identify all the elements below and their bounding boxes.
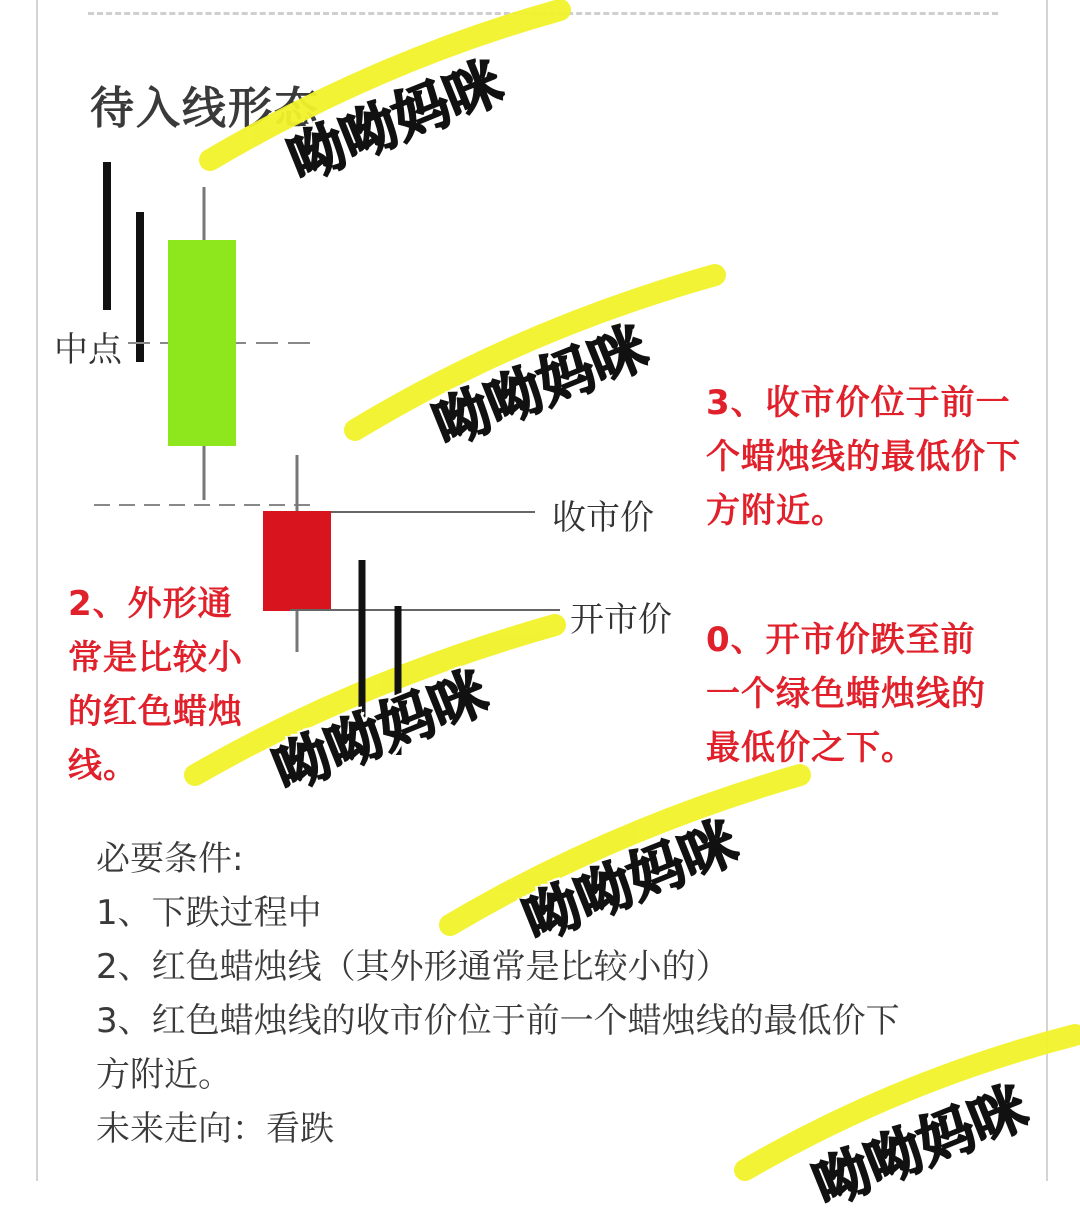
condition-item: 2、红色蜡烛线（其外形通常是比较小的） [96,947,730,987]
condition-item: 3、红色蜡烛线的收市价位于前一个蜡烛线的最低价下 [96,1001,900,1041]
open-price-note: 0、开市价跌至前 一个绿色蜡烛线的 最低价之下。 [706,620,986,768]
watermark-text: 呦呦妈咪 [804,1075,1037,1220]
close-price-label: 收市价 [552,498,654,538]
watermark-text: 呦呦妈咪 [514,810,747,955]
red-candle-body [263,511,331,611]
open-price-label: 开市价 [570,600,672,640]
watermark-text: 呦呦妈咪 [264,660,497,805]
midpoint-label: 中点 [54,330,122,370]
green-candle-body [168,240,236,446]
page-title: 待入线形态 [90,83,320,134]
conditions-block [96,832,900,1156]
conditions-heading: 必要条件: [96,839,244,879]
close-price-note: 3、收市价位于前一 个蜡烛线的最低价下 方附近。 [706,383,1021,531]
watermark-text: 呦呦妈咪 [279,50,512,195]
outlook-line: 未来走向：看跌 [96,1109,334,1149]
watermark-text: 呦呦妈咪 [424,315,657,460]
shape-note: 2、外形通 常是比较小 的红色蜡烛 线。 [68,584,243,786]
condition-item: 1、下跌过程中 [96,893,322,933]
condition-item: 方附近。 [96,1055,232,1095]
